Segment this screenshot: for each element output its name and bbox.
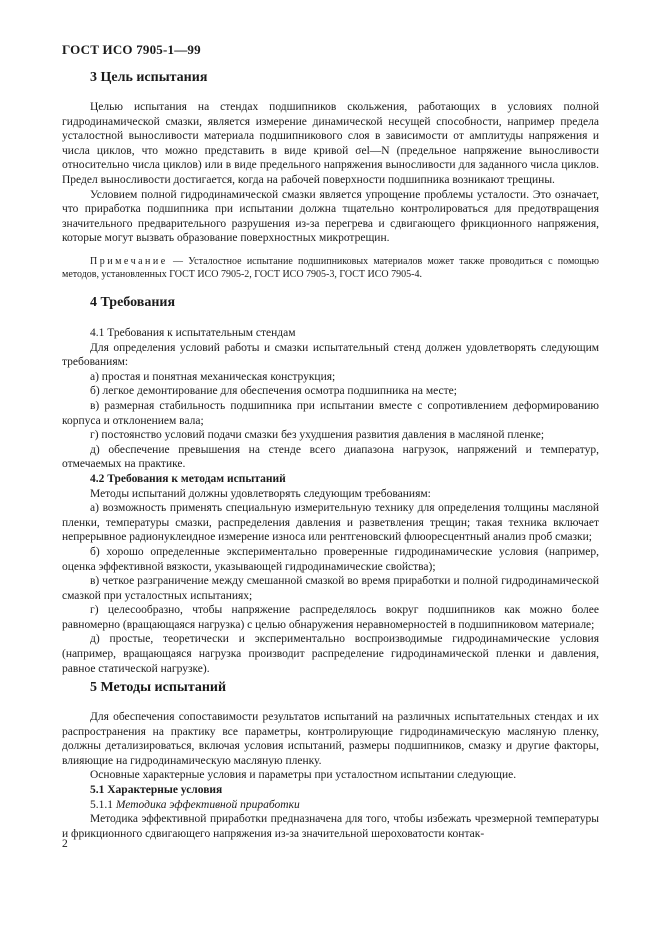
list-item: д) обеспечение превышения на стенде всего диапазона нагрузок, напряжений и температур, отмечаемых на практике. (62, 443, 599, 471)
document-header: ГОСТ ИСО 7905-1—99 (62, 42, 201, 57)
list-item: б) хорошо определенные экспериментально проверенные гидродинамические условия (например, оценка эффективной вязкости, указывающей гидродинамические свойства); (62, 545, 599, 573)
note-text: — Усталостное испытание подшипниковых материалов может также проводиться с помощью методов, установленных ГОСТ ИСО 7905-2, ГОСТ ИСО 7905-3, ГОСТ ИСО 7905-4. (62, 256, 600, 280)
section-5-paragraph-3: Методика эффективной приработки предназначена для того, чтобы избежать чрезмерной температуры и фрикционного сдвигающего напряжения из-за значительной шероховатости контак- (62, 813, 599, 840)
list-item: в) четкое разграничение между смешанной смазкой во время приработки и полной гидродинамической смазкой при усталостных испытаниях; (62, 575, 599, 602)
section-3-note (62, 255, 599, 281)
section-5-paragraph-1: Для обеспечения сопоставимости результатов испытаний на различных испытательных стендах и их распространения на практику все параметры, контролирующие гидродинамическую масляную пленку, должны детализироваться, включая условия испытаний, размеры подшипников, смазку и другие факторы, влияющие на гидродинамическую масляную пленку. (62, 711, 599, 767)
list-item: в) размерная стабильность подшипника при испытании вместе с сопротивлением деформированию корпуса и отклонением вала; (62, 399, 599, 427)
list-item: а) возможность применять специальную измерительную технику для определения толщины масляной пленки, температуры смазки, распределения давления и разветвления трещин; такая техника включает непрерывное радионуклеидное измерение износа или рентгеновский флюоресцентный анализ проб смазки; (62, 502, 599, 544)
list-item: г) целесообразно, чтобы напряжение распределялось вокруг подшипников как можно более равномерно (вращающаяся нагрузка) с целью обнаружения неравномерностей в подшипниковом материале; (62, 604, 599, 631)
section-5-body (62, 710, 599, 841)
section-3-paragraph-1: Целью испытания на стендах подшипников скольжения, работающих в условиях полной гидродинамической смазки, является измерение динамической несущей способности, например предела усталостной выносливости материала подшипникового слоя в зависимости от амплитуды напряжения и числа циклов, что можно представить в виде кривой σel—N (предельное напряжение выносливости относительно числа циклов) или в виде предельного напряжения выносливости для заданного числа циклов. Предел выносливости достигается, когда на рабочей поверхности подшипника возникают трещины. (62, 101, 599, 186)
subsection-4-2-intro: Методы испытаний должны удовлетворять следующим требованиям: (90, 487, 431, 500)
subsection-4-1-title: 4.1 Требования к испытательным стендам (90, 327, 296, 339)
note-label: Примечание (90, 256, 168, 267)
section-3-heading: 3 Цель испытания (90, 70, 208, 85)
list-item: а) простая и понятная механическая конструкция; (90, 370, 336, 383)
page-number: 2 (62, 838, 68, 850)
list-item: г) постоянство условий подачи смазки без ухудшения развития давления в масляной пленке; (90, 429, 545, 442)
list-item: б) легкое демонтирование для обеспечения осмотра подшипника на месте; (90, 385, 457, 398)
section-4-body (62, 326, 599, 676)
subsection-5-1-1-number: 5.1.1 (90, 798, 113, 811)
section-5-heading: 5 Методы испытаний (90, 680, 227, 695)
subsection-4-2-title: 4.2 Требования к методам испытаний (90, 472, 286, 485)
section-5-paragraph-2: Основные характерные условия и параметры при усталостном испытании следующие. (90, 769, 517, 782)
subsection-5-1-title: 5.1 Характерные условия (90, 783, 223, 796)
subsection-5-1-1-title: Методика эффективной приработки (115, 798, 300, 811)
list-item: д) простые, теоретически и экспериментально воспроизводимые гидродинамические условия (например, вращающаяся нагрузка производит распределение гидродинамической пленки и давления, равное статической нагрузке). (62, 633, 599, 675)
section-3-body (62, 100, 599, 246)
section-3-paragraph-2: Условием полной гидродинамической смазки является упрощение проблемы усталости. Это означает, что приработка подшипника при испытании должна тщательно контролироваться для предотвращения значительного предварительного разрушения из-за перегрева и сдвигающего фрикционного напряжения, которые могут вызвать образование поверхностных микротрещин. (62, 188, 599, 245)
section-4-heading: 4 Требования (90, 295, 176, 310)
subsection-4-1-intro: Для определения условий работы и смазки испытательный стенд должен удовлетворять следующим требованиям: (62, 341, 599, 369)
